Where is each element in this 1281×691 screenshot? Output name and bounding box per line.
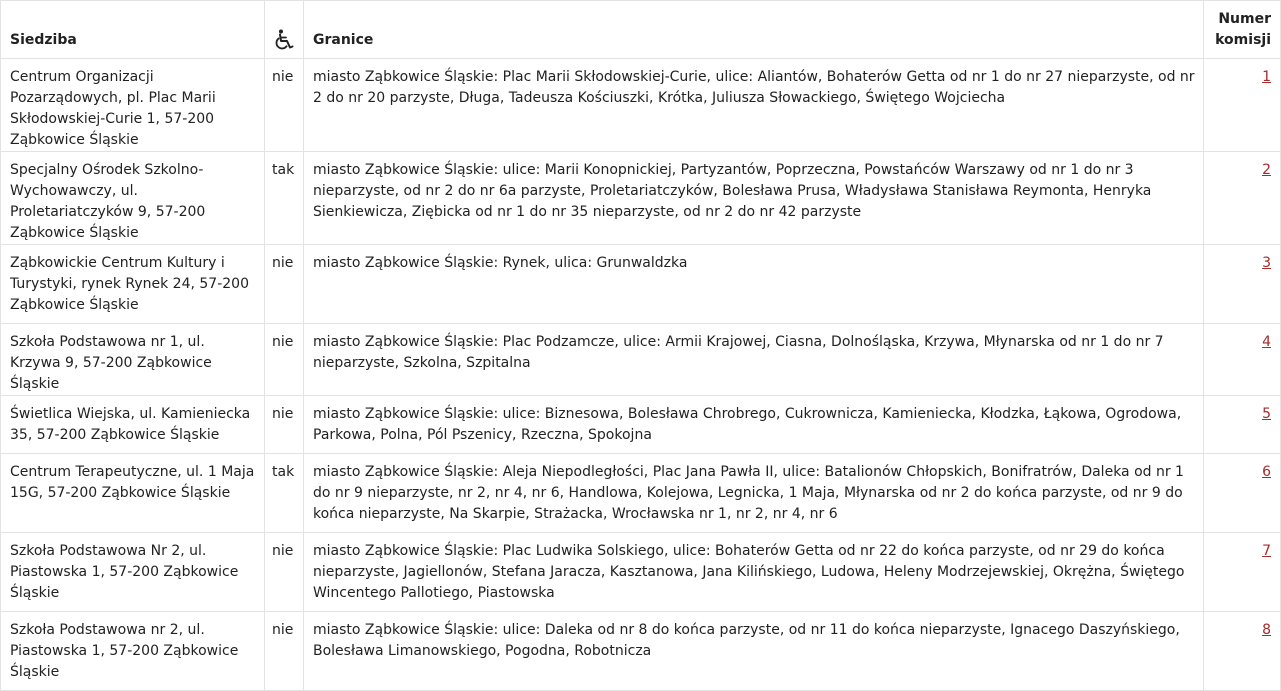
- cell-accessible: nie: [265, 396, 304, 454]
- cell-number: [1204, 454, 1281, 533]
- cell-seat: Specjalny Ośrodek Szkolno-Wychowawczy, ul. Proletariatczyków 9, 57-200 Ząbkowice Śląskie: [1, 152, 265, 245]
- table-row: [1, 612, 1281, 691]
- cell-accessible: nie: [265, 245, 304, 324]
- table-row: [1, 533, 1281, 612]
- cell-number: [1204, 396, 1281, 454]
- commission-link[interactable]: 2: [1262, 162, 1271, 178]
- cell-seat: Ząbkowickie Centrum Kultury i Turystyki, rynek Rynek 24, 57-200 Ząbkowice Śląskie: [1, 245, 265, 324]
- table-row: [1, 324, 1281, 396]
- cell-seat: Szkoła Podstawowa nr 1, ul. Krzywa 9, 57-200 Ząbkowice Śląskie: [1, 324, 265, 396]
- cell-bounds: miasto Ząbkowice Śląskie: Plac Ludwika Solskiego, ulice: Bohaterów Getta od nr 22 do końca parzyste, od nr 29 do końca nieparzyste, Jagiellonów, Stefana Jaracza, Kasztanowa, Jana Kilińskiego, Ludowa, Heleny Modrzejewskiej, Okrężna, Świętego Wincentego Pallotiego, Piastowska: [304, 533, 1204, 612]
- header-accessibility: [265, 1, 304, 59]
- commission-link[interactable]: 3: [1262, 255, 1271, 271]
- cell-seat: Świetlica Wiejska, ul. Kamieniecka 35, 57-200 Ząbkowice Śląskie: [1, 396, 265, 454]
- cell-accessible: nie: [265, 612, 304, 691]
- commission-link[interactable]: 5: [1262, 406, 1271, 422]
- header-bounds: Granice: [304, 1, 1204, 59]
- cell-number: [1204, 245, 1281, 324]
- cell-seat: Centrum Terapeutyczne, ul. 1 Maja 15G, 57-200 Ząbkowice Śląskie: [1, 454, 265, 533]
- cell-seat: Szkoła Podstawowa Nr 2, ul. Piastowska 1, 57-200 Ząbkowice Śląskie: [1, 533, 265, 612]
- cell-bounds: miasto Ząbkowice Śląskie: ulice: Biznesowa, Bolesława Chrobrego, Cukrownicza, Kamieniecka, Kłodzka, Łąkowa, Ogrodowa, Parkowa, Polna, Pól Pszenicy, Rzeczna, Spokojna: [304, 396, 1204, 454]
- cell-seat: Centrum Organizacji Pozarządowych, pl. Plac Marii Skłodowskiej-Curie 1, 57-200 Ząbkowice Śląskie: [1, 59, 265, 152]
- cell-number: [1204, 59, 1281, 152]
- cell-bounds: miasto Ząbkowice Śląskie: Plac Marii Skłodowskiej-Curie, ulice: Aliantów, Bohaterów Getta od nr 1 do nr 27 nieparzyste, od nr 2 do nr 20 parzyste, Długa, Tadeusza Kościuszki, Krótka, Juliusza Słowackiego, Świętego Wojciecha: [304, 59, 1204, 152]
- cell-accessible: tak: [265, 454, 304, 533]
- commission-link[interactable]: 7: [1262, 543, 1271, 559]
- table-header-row: [1, 1, 1281, 59]
- cell-bounds: miasto Ząbkowice Śląskie: ulice: Marii Konopnickiej, Partyzantów, Poprzeczna, Powstańców Warszawy od nr 1 do nr 3 nieparzyste, od nr 2 do nr 6a parzyste, Proletariatczyków, Bolesława Prusa, Władysława Stanisława Reymonta, Henryka Sienkiewicza, Ziębicka od nr 1 do nr 35 nieparzyste, od nr 2 do nr 42 parzyste: [304, 152, 1204, 245]
- cell-accessible: tak: [265, 152, 304, 245]
- cell-bounds: miasto Ząbkowice Śląskie: Plac Podzamcze, ulice: Armii Krajowej, Ciasna, Dolnośląska, Krzywa, Młynarska od nr 1 do nr 7 nieparzyste, Szkolna, Szpitalna: [304, 324, 1204, 396]
- cell-number: [1204, 152, 1281, 245]
- table-row: [1, 396, 1281, 454]
- cell-number: [1204, 612, 1281, 691]
- cell-bounds: miasto Ząbkowice Śląskie: ulice: Daleka od nr 8 do końca parzyste, od nr 11 do końca nieparzyste, Ignacego Daszyńskiego, Bolesława Limanowskiego, Pogodna, Robotnicza: [304, 612, 1204, 691]
- commission-link[interactable]: 6: [1262, 464, 1271, 480]
- commission-link[interactable]: 4: [1262, 334, 1271, 350]
- table-row: [1, 245, 1281, 324]
- wheelchair-icon: [274, 29, 294, 51]
- cell-number: [1204, 324, 1281, 396]
- table-row: [1, 59, 1281, 152]
- cell-bounds: miasto Ząbkowice Śląskie: Rynek, ulica: Grunwaldzka: [304, 245, 1204, 324]
- cell-seat: Szkoła Podstawowa nr 2, ul. Piastowska 1, 57-200 Ząbkowice Śląskie: [1, 612, 265, 691]
- cell-number: [1204, 533, 1281, 612]
- cell-accessible: nie: [265, 533, 304, 612]
- cell-accessible: nie: [265, 324, 304, 396]
- commission-link[interactable]: 8: [1262, 622, 1271, 638]
- header-number: Numer komisji: [1204, 1, 1281, 59]
- commission-link[interactable]: 1: [1262, 69, 1271, 85]
- table-row: [1, 152, 1281, 245]
- table-row: [1, 454, 1281, 533]
- cell-bounds: miasto Ząbkowice Śląskie: Aleja Niepodległości, Plac Jana Pawła II, ulice: Batalionów Chłopskich, Bonifratrów, Daleka od nr 1 do nr 9 nieparzyste, nr 2, nr 4, nr 6, Handlowa, Kolejowa, Legnicka, 1 Maja, Młynarska od nr 2 do końca parzyste, od nr 9 do końca nieparzyste, Na Skarpie, Strażacka, Wrocławska nr 1, nr 2, nr 4, nr 6: [304, 454, 1204, 533]
- header-seat: Siedziba: [1, 1, 265, 59]
- cell-accessible: nie: [265, 59, 304, 152]
